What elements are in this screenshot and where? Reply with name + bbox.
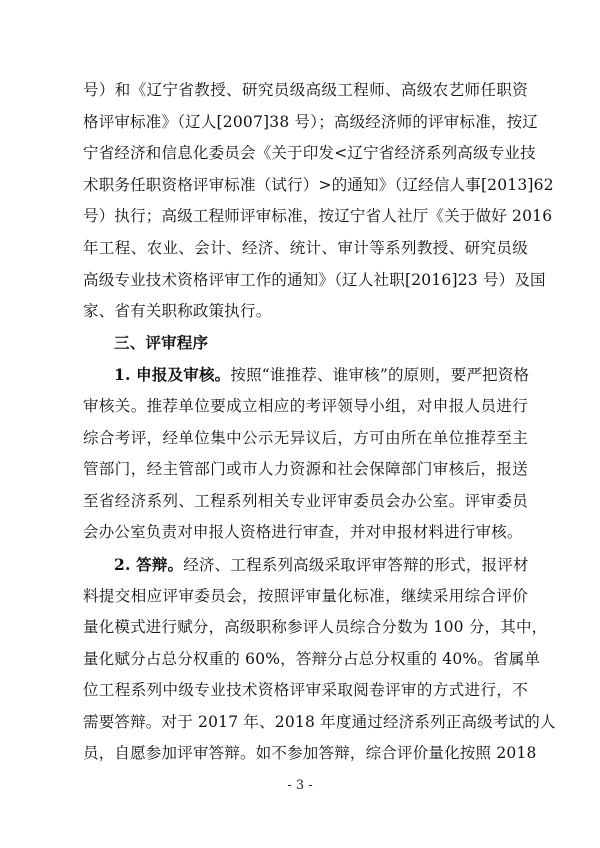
text-line: 量化模式进行赋分，高级职称参评人员综合分数为 100 分，其中， bbox=[83, 618, 548, 637]
section-heading: 三、评审程序 bbox=[114, 333, 209, 352]
text-line: 格评审标准》（辽人[2007]38 号）；高级经济师的评审标准，按辽 bbox=[83, 112, 538, 131]
item-lead: 2. 答辩。 bbox=[114, 554, 184, 574]
item-text: 按照“谁推荐、谁审核”的原则，要严把资格 bbox=[230, 366, 530, 385]
text-line: 会办公室负责对申报人资格进行审查，并对申报材料进行审核。 bbox=[83, 523, 523, 542]
text-line: 至省经济系列、工程系列相关专业评审委员会办公室。评审委员 bbox=[83, 491, 528, 510]
document-body bbox=[83, 75, 556, 770]
item-text: 经济、工程系列高级采取评审答辩的形式，报评材 bbox=[183, 555, 529, 574]
item-lead: 1. 申报及审核。 bbox=[114, 365, 231, 385]
text-line: 家、省有关职称政策执行。 bbox=[83, 302, 272, 321]
text-line: 宁省经济和信息化委员会《关于印发<辽宁省经济系列高级专业技 bbox=[83, 144, 536, 163]
text-line: 年工程、农业、会计、经济、统计、审计等系列教授、研究员级 bbox=[83, 238, 528, 257]
text-line: 高级专业技术资格评审工作的通知》（辽人社职[2016]23 号）及国 bbox=[83, 270, 546, 289]
text-line: 审核关。推荐单位要成立相应的考评领导小组，对申报人员进行 bbox=[83, 396, 528, 415]
item-first-line bbox=[83, 549, 528, 581]
text-line: 综合考评，经单位集中公示无异议后，方可由所在单位推荐至主 bbox=[83, 428, 528, 447]
text-line: 员，自愿参加评审答辩。如不参加答辩，综合评价量化按照 2018 bbox=[83, 744, 537, 763]
text-line: 量化赋分占总分权重的 60%，答辩分占总分权重的 40%。省属单 bbox=[83, 649, 541, 668]
text-line: 号）和《辽宁省教授、研究员级高级工程师、高级农艺师任职资 bbox=[83, 81, 528, 99]
page-number: - 3 - bbox=[287, 778, 313, 793]
text-line: 位工程系列中级专业技术资格评审采取阅卷评审的方式进行，不 bbox=[83, 681, 528, 700]
item-first-line bbox=[83, 359, 528, 391]
text-line: 需要答辩。对于 2017 年、2018 年度通过经济系列正高级考试的人 bbox=[83, 712, 556, 731]
text-line: 管部门，经主管部门或市人力资源和社会保障部门审核后，报送 bbox=[83, 460, 528, 479]
text-line: 料提交相应评审委员会，按照评审量化标准，继续采用综合评价 bbox=[83, 586, 528, 605]
text-line: 号）执行；高级工程师评审标准，按辽宁省人社厅《关于做好 2016 bbox=[83, 207, 553, 226]
text-line: 术职务任职资格评审标准（试行）>的通知》（辽经信人事[2013]62 bbox=[83, 175, 554, 194]
